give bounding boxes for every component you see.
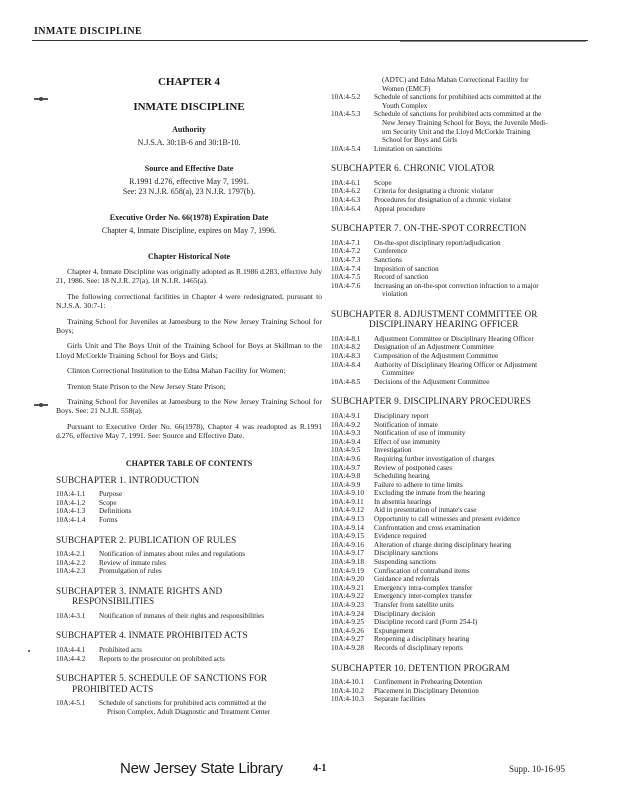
left-column xyxy=(56,66,322,716)
right-column xyxy=(331,76,593,704)
toc-item: 10A:4-9.6 Requiring further investigation of charges xyxy=(331,454,495,463)
toc-item: 10A:4-9.11 In absentia hearings xyxy=(331,497,432,506)
toc-item: 10A:4-9.15 Evidence required xyxy=(331,532,427,541)
toc-item: 10A:4-9.5 Investigation xyxy=(331,446,412,455)
subchapter-7-title: SUBCHAPTER 7. ON-THE-SPOT CORRECTION xyxy=(331,223,527,234)
subchapter-8-list xyxy=(331,335,593,387)
toc-item: 10A:4-1.4 Forms xyxy=(56,515,118,524)
toc-item: 10A:4-5.1 Schedule of sanctions for prohibited acts committed at the Prison Complex, Adult Diagnostic and Treatment Center xyxy=(56,699,271,716)
history-heading: Chapter Historical Note xyxy=(147,252,231,261)
page-number: 4-1 xyxy=(313,763,327,774)
toc-item: 10A:4-10.1 Confinement in Prehearing Detention xyxy=(331,678,482,687)
toc-item: 10A:4-7.5 Record of sanction xyxy=(331,273,429,282)
toc-item: 10A:4-9.28 Records of disciplinary reports xyxy=(331,643,463,652)
library-stamp: New Jersey State Library xyxy=(120,760,283,777)
toc-item: 10A:4-10.2 Placement in Disciplinary Detention xyxy=(331,686,479,695)
margin-tick xyxy=(28,650,30,652)
history-notes xyxy=(56,267,322,441)
toc-item: 10A:4-9.7 Review of postponed cases xyxy=(331,463,453,472)
toc-item: 10A:4-8.4 Authority of Disciplinary Hearing Officer or Adjustment Committee xyxy=(331,360,538,378)
toc-item: 10A:4-5.2 Schedule of sanctions for prohibited acts committed at the Youth Complex xyxy=(331,93,542,110)
authority-heading: Authority xyxy=(172,125,206,134)
history-paragraph: The following correctional facilities in Chapter 4 were redesignated, pursuant to N.J.S.A. 30:7-1: xyxy=(56,291,322,311)
toc-item: 10A:4-1.3 Definitions xyxy=(56,507,132,516)
source-line: See: 23 N.J.R. 658(a), 23 N.J.R. 1797(b). xyxy=(122,187,256,196)
toc-item: 10A:4-10.3 Separate facilities xyxy=(331,695,426,704)
toc-item: 10A:4-9.12 Aid in presentation of inmate's case xyxy=(331,506,477,515)
toc-item: 10A:4-9.1 Disciplinary report xyxy=(331,411,429,420)
subchapter-5-list xyxy=(56,699,322,716)
toc-item: 10A:4-9.22 Emergency inter-complex transfer xyxy=(331,592,473,601)
toc-item: 10A:4-9.25 Discipline record card (Form 254-I) xyxy=(331,618,478,627)
history-paragraph: Pursuant to Executive Order No. 66(1978), Chapter 4 was readopted as R.1991 d.276, effective May 7, 1991. See: Source and Effective Date. xyxy=(56,421,322,441)
subchapter-4-title: SUBCHAPTER 4. INMATE PROHIBITED ACTS xyxy=(56,630,248,641)
history-paragraph: Training School for Juveniles at Jamesburg to the New Jersey Training School for Boys. See: 21 N.J.R. 558(a). xyxy=(56,397,322,416)
toc-item: 10A:4-9.14 Confrontation and cross examination xyxy=(331,523,481,532)
toc-item: 10A:4-6.1 Scope xyxy=(331,178,392,187)
subchapter-9-title: SUBCHAPTER 9. DISCIPLINARY PROCEDURES xyxy=(331,396,531,407)
toc-heading: CHAPTER TABLE OF CONTENTS xyxy=(125,458,253,468)
toc-item: 10A:4-4.1 Prohibited acts xyxy=(56,645,142,654)
margin-mark xyxy=(34,404,48,406)
toc-item: 10A:4-9.3 Notification of use of immunity xyxy=(331,429,466,438)
subchapter-10-title: SUBCHAPTER 10. DETENTION PROGRAM xyxy=(331,662,510,673)
toc-item: 10A:4-2.2 Review of inmate rules xyxy=(56,558,166,567)
chapter-title: INMATE DISCIPLINE xyxy=(133,101,245,113)
subchapter-1-title: SUBCHAPTER 1. INTRODUCTION xyxy=(56,474,200,485)
toc-item: 10A:4-9.21 Emergency intra-complex transfer xyxy=(331,583,473,592)
toc-item: 10A:4-9.10 Excluding the inmate from the hearing xyxy=(331,489,486,498)
toc-item: 10A:4-8.3 Composition of the Adjustment Committee xyxy=(331,352,499,361)
subchapter-5-list-cont xyxy=(331,93,593,153)
eo-heading: Executive Order No. 66(1978) Expiration Date xyxy=(109,213,269,222)
toc-item: 10A:4-5.4 Limitation on sanctions xyxy=(331,144,442,153)
subchapter-8-title: SUBCHAPTER 8. ADJUSTMENT COMMITTEE OR DISCIPLINARY HEARING OFFICER xyxy=(331,308,538,330)
subchapter-9-list xyxy=(331,412,593,653)
toc-item: 10A:4-9.17 Disciplinary sanctions xyxy=(331,549,439,558)
toc-item: 10A:4-9.26 Expungement xyxy=(331,626,414,635)
authority-text: N.J.S.A. 30:1B-6 and 30:1B-10. xyxy=(137,138,241,147)
toc-item: 10A:4-9.4 Effect of use immunity xyxy=(331,437,441,446)
subchapter-4-list xyxy=(56,646,322,663)
toc-item: 10A:4-3.1 Notification of inmates of their rights and responsibilities xyxy=(56,611,265,620)
toc-item: 10A:4-1.2 Scope xyxy=(56,498,117,507)
toc-item: 10A:4-7.3 Sanctions xyxy=(331,255,402,264)
toc-item: 10A:4-7.1 On-the-spot disciplinary report/adjudication xyxy=(331,238,501,247)
subchapter-6-title: SUBCHAPTER 6. CHRONIC VIOLATOR xyxy=(331,163,495,174)
toc-item: 10A:4-2.3 Promulgation of rules xyxy=(56,567,162,576)
header-rule-secondary xyxy=(400,41,586,42)
toc-item: 10A:4-7.4 Imposition of sanction xyxy=(331,264,439,273)
subchapter-6-list xyxy=(331,179,593,213)
subchapter-10-list xyxy=(331,678,593,704)
toc-item: 10A:4-9.13 Opportunity to call witnesses and present evidence xyxy=(331,515,521,524)
history-paragraph: Girls Unit and The Boys Unit of the Training School for Boys at Skillman to the Lloyd McCorkle Training School for Boys and Girls; xyxy=(56,341,322,360)
eo-text: Chapter 4, Inmate Discipline, expires on May 7, 1996. xyxy=(101,226,277,235)
toc-item: 10A:4-8.1 Adjustment Committee or Disciplinary Hearing Officer xyxy=(331,334,534,343)
margin-mark xyxy=(34,98,48,100)
toc-item: 10A:4-8.5 Decisions of the Adjustment Committee xyxy=(331,377,490,386)
toc-item: 10A:4-9.19 Confiscation of contraband items xyxy=(331,566,470,575)
toc-item: 10A:4-7.6 Increasing an on-the-spot correction infraction to a major violation xyxy=(331,281,539,299)
source-line: R.1991 d.276, effective May 7, 1991. xyxy=(129,177,249,186)
subchapter-1-list xyxy=(56,490,322,524)
toc-item: 10A:4-9.9 Failure to adhere to time limits xyxy=(331,480,463,489)
toc-item: 10A:4-8.2 Designation of an Adjustment Committee xyxy=(331,343,494,352)
toc-item: 10A:4-9.27 Reopening a disciplinary hearing xyxy=(331,635,470,644)
toc-item-continuation: (ADTC) and Edna Mahan Correctional Facility for Women (EMCF) xyxy=(382,76,529,93)
history-paragraph: Clinton Correctional Institution to the Edna Mahan Facility for Women; xyxy=(67,366,286,376)
toc-item: 10A:4-9.2 Notification of inmate xyxy=(331,420,438,429)
history-paragraph: Trenton State Prison to the New Jersey State Prison; xyxy=(67,381,226,391)
toc-item: 10A:4-9.23 Transfer from satellite units xyxy=(331,601,454,609)
chapter-number: CHAPTER 4 xyxy=(157,76,221,88)
subchapter-5-title: SUBCHAPTER 5. SCHEDULE OF SANCTIONS FOR PROHIBITED ACTS xyxy=(56,673,268,694)
history-paragraph: Chapter 4, Inmate Discipline was originally adopted as R.1986 d.283, effective July 21, 1986. See: 18 N.J.R. 27(a), 18 N.J.R. 1465(a). xyxy=(56,267,322,286)
supplement-date: Supp. 10-16-95 xyxy=(509,764,565,774)
source-text xyxy=(56,177,322,197)
subchapter-2-list xyxy=(56,550,322,576)
toc-item: 10A:4-9.24 Disciplinary decision xyxy=(331,609,436,618)
subchapter-3-list xyxy=(56,612,322,621)
source-heading: Source and Effective Date xyxy=(144,164,234,173)
toc-item: 10A:4-2.1 Notification of inmates about rules and regulations xyxy=(56,550,246,559)
toc-item: 10A:4-6.2 Criteria for designating a chronic violator xyxy=(331,187,494,196)
toc-item: 10A:4-6.3 Procedures for designation of a chronic violator xyxy=(331,196,512,205)
toc-item: 10A:4-9.8 Scheduling hearing xyxy=(331,472,430,481)
toc-item: 10A:4-1.1 Purpose xyxy=(56,490,123,499)
toc-item: 10A:4-9.18 Suspending sanctions xyxy=(331,558,437,567)
history-paragraph: Training School for Juveniles at Jamesburg to the New Jersey Training School for Boys; xyxy=(56,316,322,336)
toc-item: 10A:4-9.16 Alteration of charge during disciplinary hearing xyxy=(331,540,512,549)
toc-item: 10A:4-9.20 Guidance and referrals xyxy=(331,575,440,584)
subchapter-3-title: SUBCHAPTER 3. INMATE RIGHTS AND RESPONSIBILITIES xyxy=(56,585,223,607)
running-head: INMATE DISCIPLINE xyxy=(34,26,143,37)
toc-item: 10A:4-4.2 Reports to the prosecutor on prohibited acts xyxy=(56,654,225,663)
toc-item: 10A:4-7.2 Conference xyxy=(331,247,408,256)
subchapter-2-title: SUBCHAPTER 2. PUBLICATION OF RULES xyxy=(56,534,237,545)
subchapter-7-list xyxy=(331,239,593,299)
toc-item: 10A:4-5.3 Schedule of sanctions for prohibited acts committed at the New Jersey Training School for Boys, the Juvenile Medi- um Security Unit and the Lloyd McCorkle Training School for Boys and Girls xyxy=(331,110,548,145)
toc-item: 10A:4-6.4 Appeal procedure xyxy=(331,204,426,213)
